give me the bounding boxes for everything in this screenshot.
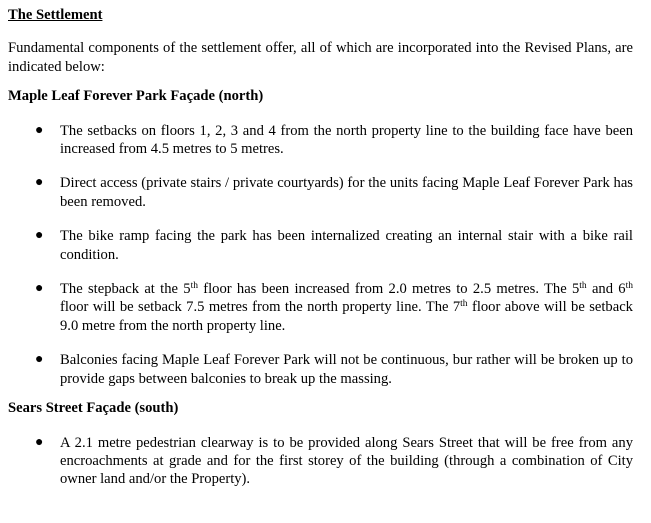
bullet-item	[8, 434, 633, 489]
bullet-text: The setbacks on floors 1, 2, 3 and 4 from the north property line to the building face have been increased from 4.5 metres to 5 metres.	[60, 122, 633, 158]
bullet-item	[8, 280, 633, 335]
bullet-text: The bike ramp facing the park has been internalized creating an internal stair with a bike rail condition.	[60, 228, 633, 263]
bullet-text-part: The stepback at the 5	[60, 281, 191, 298]
bullet-item	[8, 174, 633, 211]
document-title: The Settlement	[8, 7, 103, 23]
bullet-item	[8, 227, 633, 264]
bullet-dot-icon: ●	[35, 228, 44, 244]
bullet-text-part: floor has been increased from 2.0 metres to 2.5 metres. The 5	[197, 281, 580, 298]
bullet-text: Direct access (private stairs / private courtyards) for the units facing Maple Leaf Forever Park has been removed.	[60, 175, 633, 210]
bullet-dot-icon: ●	[35, 434, 44, 450]
bullet-dot-icon: ●	[35, 175, 44, 191]
intro-paragraph: Fundamental components of the settlement offer, all of which are incorporated into the Revised Plans, are indicated below:	[8, 40, 633, 75]
bullet-item	[8, 351, 633, 388]
superscript-ordinal: th	[625, 281, 633, 292]
section-heading-north: Maple Leaf Forever Park Façade (north)	[8, 88, 264, 105]
bullet-dot-icon: ●	[35, 352, 44, 368]
bullet-dot-icon: ●	[35, 281, 44, 297]
superscript-ordinal: th	[460, 299, 468, 310]
bullet-text: A 2.1 metre pedestrian clearway is to be provided along Sears Street that will be free from any encroachments at grade and for the first storey of the building (through a combination of City owner land and/or the Property).	[60, 434, 633, 488]
document-page	[8, 6, 633, 505]
bullet-text-part: floor will be setback 7.5 metres from the north property line. The 7	[60, 299, 461, 316]
bullet-list-south	[8, 434, 633, 489]
bullet-item	[8, 122, 633, 159]
superscript-ordinal: th	[579, 281, 587, 292]
bullet-text-part: floor above will be setback 9.0 metre from the north property line.	[60, 299, 633, 334]
bullet-text-part: and 6	[586, 281, 626, 298]
section-heading-south: Sears Street Façade (south)	[8, 400, 179, 417]
superscript-ordinal: th	[190, 281, 198, 292]
bullet-text: Balconies facing Maple Leaf Forever Park will not be continuous, bur rather will be broken up to provide gaps between balconies to break up the massing.	[60, 352, 633, 387]
bullet-dot-icon: ●	[35, 122, 44, 138]
bullet-list-north	[8, 122, 633, 388]
